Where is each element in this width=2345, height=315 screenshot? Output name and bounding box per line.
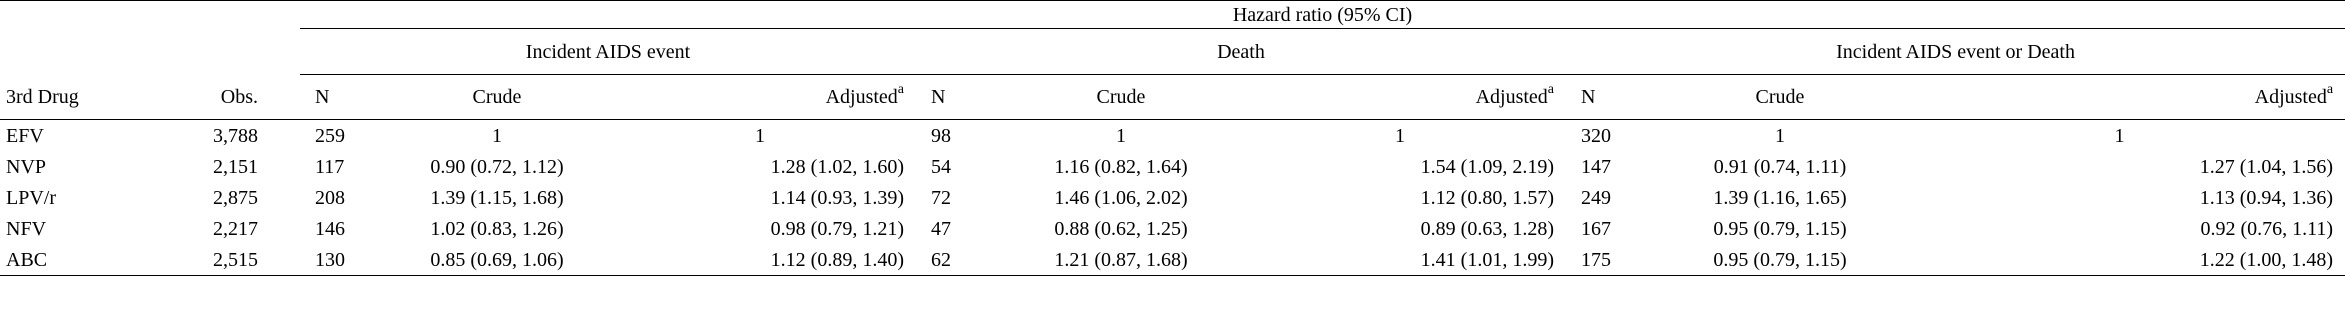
obs-cell: 2,217 bbox=[213, 217, 258, 240]
col-header-crude: Crude bbox=[1654, 75, 1906, 120]
col-header-crude: Crude bbox=[378, 75, 616, 120]
table-header-group-row bbox=[0, 29, 2345, 75]
drug-cell: NVP bbox=[6, 155, 47, 178]
table-row bbox=[0, 120, 2345, 152]
footnote-mark: a bbox=[897, 82, 904, 98]
aids-adjusted-cell: 1 bbox=[755, 124, 765, 147]
table-row bbox=[0, 213, 2345, 244]
group-header-aids: Incident AIDS event bbox=[300, 29, 916, 75]
comb-adjusted-cell: 1.27 (1.04, 1.56) bbox=[2199, 155, 2334, 178]
comb-n-cell: 249 bbox=[1581, 186, 1611, 209]
drug-cell: NFV bbox=[6, 217, 47, 240]
comb-crude-cell: 0.95 (0.79, 1.15) bbox=[1713, 217, 1847, 240]
aids-adjusted-cell: 0.98 (0.79, 1.21) bbox=[770, 217, 904, 240]
group-header-aids-or-death: Incident AIDS event or Death bbox=[1566, 29, 2345, 75]
aids-n-cell: 259 bbox=[315, 124, 345, 147]
obs-cell: 3,788 bbox=[213, 124, 258, 147]
comb-crude-cell: 1.39 (1.16, 1.65) bbox=[1713, 186, 1847, 209]
death-crude-cell: 1 bbox=[1116, 124, 1126, 147]
aids-n-cell: 117 bbox=[315, 155, 345, 178]
aids-crude-cell: 0.85 (0.69, 1.06) bbox=[378, 244, 616, 276]
aids-crude-cell: 0.90 (0.72, 1.12) bbox=[430, 155, 564, 178]
aids-crude-cell: 1.02 (0.83, 1.26) bbox=[430, 217, 564, 240]
obs-cell: 2,151 bbox=[213, 155, 258, 178]
aids-n-cell: 208 bbox=[315, 186, 345, 209]
col-header-n: N bbox=[300, 75, 378, 120]
col-header-crude: Crude bbox=[996, 75, 1246, 120]
comb-n-cell: 175 bbox=[1566, 244, 1654, 276]
comb-adjusted-cell: 1 bbox=[2114, 124, 2125, 147]
group-header-death: Death bbox=[916, 29, 1566, 75]
death-adjusted-cell: 1.41 (1.01, 1.99) bbox=[1246, 244, 1566, 276]
comb-crude-cell: 0.91 (0.74, 1.11) bbox=[1713, 155, 1847, 178]
death-n-cell: 72 bbox=[931, 186, 951, 209]
death-crude-cell: 1.21 (0.87, 1.68) bbox=[996, 244, 1246, 276]
death-crude-cell: 0.88 (0.62, 1.25) bbox=[1054, 217, 1188, 240]
col-header-drug: 3rd Drug bbox=[0, 75, 132, 120]
comb-n-cell: 320 bbox=[1581, 124, 1611, 147]
death-n-cell: 54 bbox=[931, 155, 951, 178]
drug-cell: LPV/r bbox=[6, 186, 56, 209]
table-row bbox=[0, 244, 2345, 276]
table-column-header-row bbox=[0, 75, 2345, 120]
comb-crude-cell: 0.95 (0.79, 1.15) bbox=[1654, 244, 1906, 276]
hazard-ratio-super-title: Hazard ratio (95% CI) bbox=[300, 1, 2345, 29]
aids-n-cell: 146 bbox=[315, 217, 345, 240]
death-n-cell: 47 bbox=[931, 217, 951, 240]
col-header-adjusted: Adjusted$^a$ bbox=[1906, 75, 2345, 120]
comb-n-cell: 147 bbox=[1581, 155, 1611, 178]
aids-n-cell: 130 bbox=[300, 244, 378, 276]
comb-adjusted-cell: 1.13 (0.94, 1.36) bbox=[2199, 186, 2334, 209]
aids-adjusted-cell: 1.14 (0.93, 1.39) bbox=[770, 186, 904, 209]
aids-crude-cell: 1.39 (1.15, 1.68) bbox=[430, 186, 564, 209]
comb-n-cell: 167 bbox=[1581, 217, 1611, 240]
table-row bbox=[0, 182, 2345, 213]
drug-cell: EFV bbox=[6, 124, 44, 147]
comb-crude-cell: 1 bbox=[1775, 124, 1785, 147]
comb-adjusted-cell: 1.22 (1.00, 1.48) bbox=[1906, 244, 2345, 276]
col-header-n: N bbox=[1566, 75, 1654, 120]
aids-adjusted-cell: 1.12 (0.89, 1.40) bbox=[616, 244, 916, 276]
col-header-adjusted: Adjusted$^a$ bbox=[616, 75, 916, 120]
death-adjusted-cell: 1.54 (1.09, 2.19) bbox=[1420, 155, 1554, 178]
death-n-cell: 98 bbox=[931, 124, 951, 147]
comb-adjusted-cell: 0.92 (0.76, 1.11) bbox=[2200, 217, 2334, 240]
death-adjusted-cell: 1.12 (0.80, 1.57) bbox=[1420, 186, 1554, 209]
col-header-n: N bbox=[916, 75, 996, 120]
death-adjusted-cell: 0.89 (0.63, 1.28) bbox=[1420, 217, 1554, 240]
death-crude-cell: 1.46 (1.06, 2.02) bbox=[1054, 186, 1188, 209]
drug-cell: ABC bbox=[0, 244, 132, 276]
table-header-super-row bbox=[0, 1, 2345, 29]
obs-cell: 2,515 bbox=[132, 244, 300, 276]
table-row bbox=[0, 151, 2345, 182]
death-n-cell: 62 bbox=[916, 244, 996, 276]
death-crude-cell: 1.16 (0.82, 1.64) bbox=[1054, 155, 1188, 178]
footnote-mark: a bbox=[2326, 82, 2334, 98]
aids-crude-cell: 1 bbox=[492, 124, 502, 147]
death-adjusted-cell: 1 bbox=[1395, 124, 1405, 147]
footnote-mark: a bbox=[1547, 82, 1554, 98]
obs-cell: 2,875 bbox=[213, 186, 258, 209]
col-header-adjusted: Adjusted$^a$ bbox=[1246, 75, 1566, 120]
col-header-obs: Obs. bbox=[132, 75, 300, 120]
aids-adjusted-cell: 1.28 (1.02, 1.60) bbox=[770, 155, 904, 178]
